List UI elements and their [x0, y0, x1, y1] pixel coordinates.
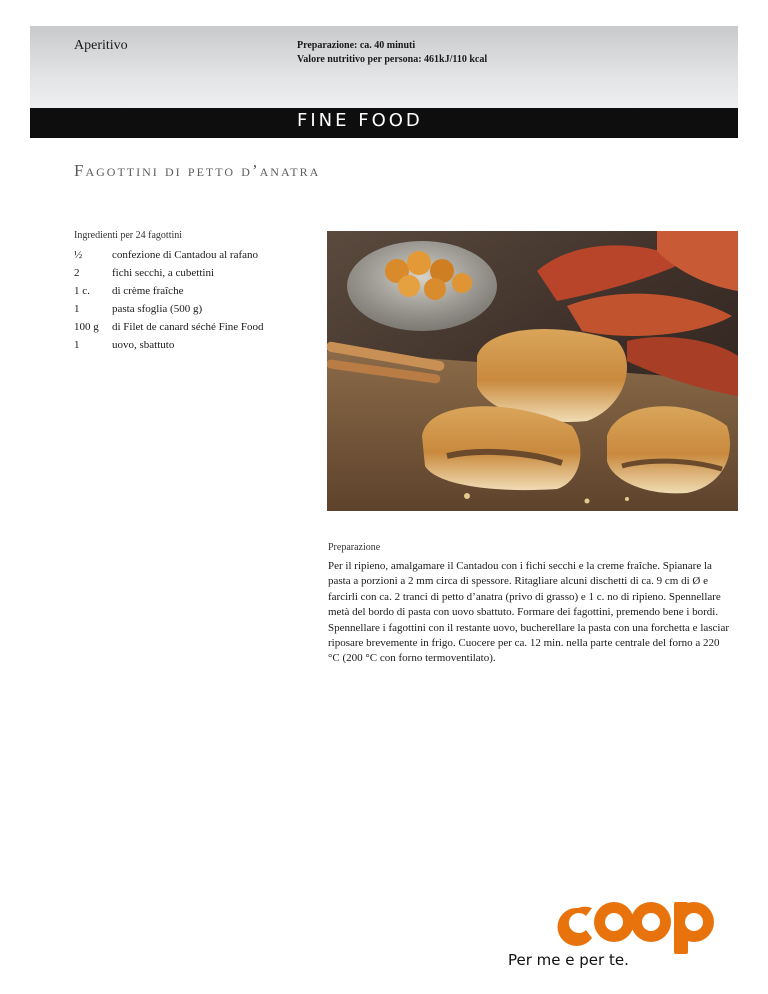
- ingredient-row: [74, 246, 264, 264]
- ingredient-item: fichi secchi, a cubettini: [112, 267, 215, 279]
- category-label: Aperitivo: [74, 38, 128, 53]
- ingredient-item: di crème fraîche: [112, 285, 184, 297]
- ingredients-heading: Ingredienti per 24 fagottini: [74, 230, 183, 241]
- ingredient-item: di Filet de canard séché Fine Food: [112, 321, 264, 333]
- ingredient-row: [74, 282, 264, 300]
- nutrition-value: Valore nutritivo per persona: 461kJ/110 kcal: [297, 54, 488, 65]
- ingredient-qty: 100 g: [74, 321, 99, 333]
- preparation-heading: Preparazione: [328, 542, 381, 553]
- ingredient-item: confezione di Cantadou al rafano: [112, 249, 258, 261]
- ingredient-row: [74, 336, 264, 354]
- ingredient-item: uovo, sbattuto: [112, 339, 175, 351]
- ingredient-item: pasta sfoglia (500 g): [112, 303, 203, 315]
- ingredient-qty: ½: [74, 249, 83, 261]
- ingredient-qty: 1: [74, 303, 80, 315]
- ingredient-row: [74, 300, 264, 318]
- prep-time: Preparazione: ca. 40 minuti: [297, 40, 416, 51]
- brand-name: FINE FOOD: [297, 110, 423, 131]
- coop-logo: [556, 900, 718, 954]
- recipe-title: Fagottini di petto d’anatra: [74, 161, 321, 180]
- slogan: Per me e per te.: [508, 951, 629, 969]
- ingredient-qty: 2: [74, 267, 80, 279]
- ingredient-qty: 1: [74, 339, 80, 351]
- ingredient-row: [74, 264, 264, 282]
- recipe-photo: [327, 231, 738, 511]
- recipe-meta: [297, 39, 487, 67]
- preparation-text: Per il ripieno, amalgamare il Cantadou con i fichi secchi e la creme fraîche. Spianare la pasta a porzioni a 2 mm circa di spessore. Ritagliare alcuni dischetti di ca. 9 cm di Ø e farcirli con ca. 2 tranci di petto d’anatra (privo di grasso) e 1 c. no di ripieno. Spennellare metà del bordo di pasta con uovo sbattuto. Formare dei fagottini, premendo bene i bordi. Spennellare i fagottini con il restante uovo, bucherellare la pasta con una forchetta e lasciar riposare brevemente in frigo. Cuocere per ca. 12 min. nella parte centrale del forno a 220 °C (200 °C con forno termoventilato).: [328, 560, 730, 665]
- ingredient-row: [74, 318, 264, 336]
- ingredients-list: [74, 246, 264, 354]
- ingredient-qty: 1 c.: [74, 285, 90, 297]
